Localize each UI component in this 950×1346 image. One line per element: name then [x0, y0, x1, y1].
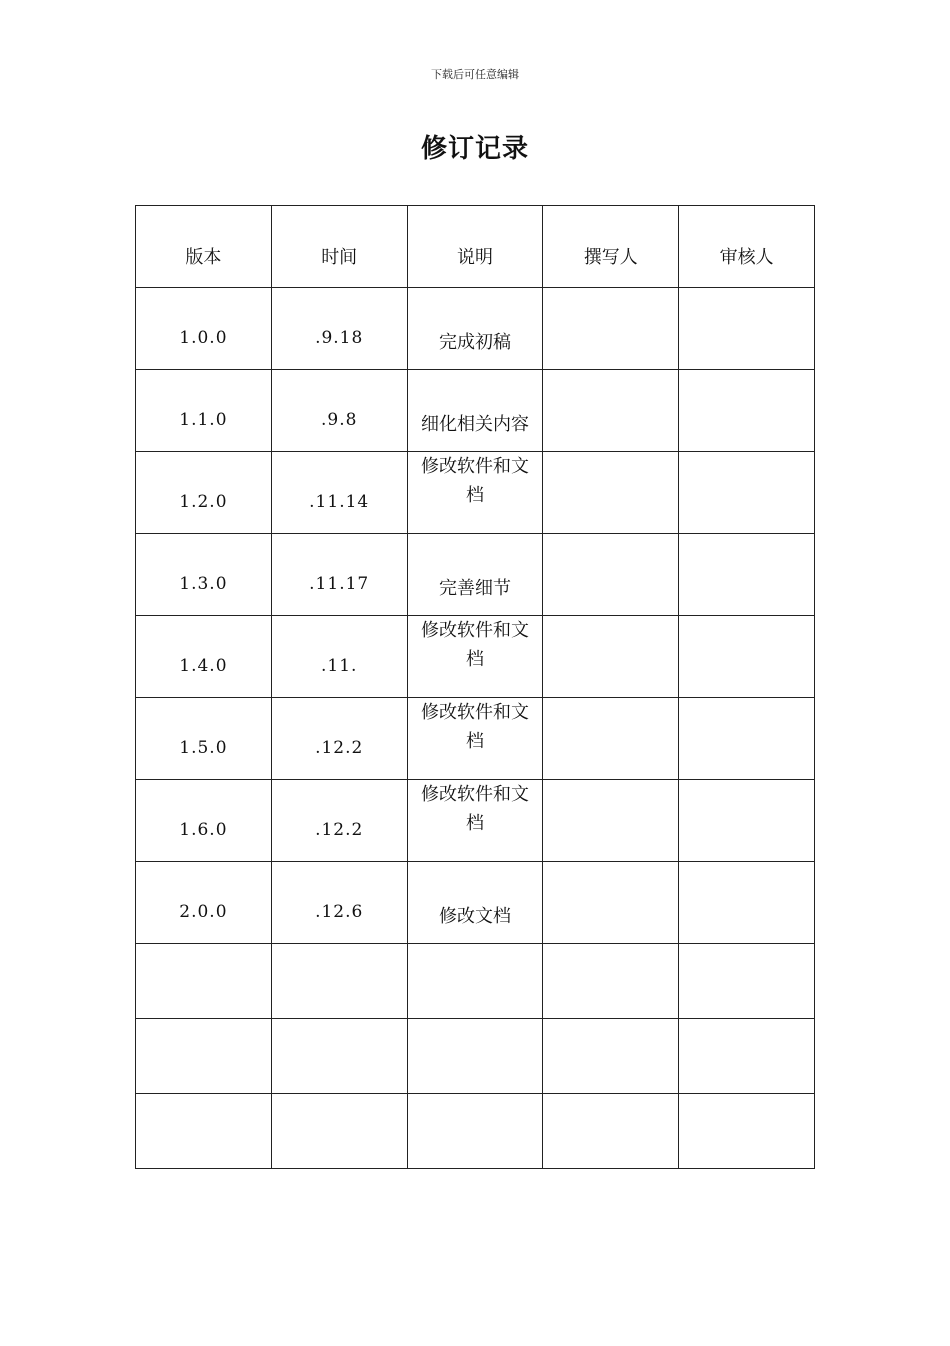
description-value: 修改文档 [438, 906, 511, 927]
empty-cell [271, 1019, 407, 1094]
header-description: 说明 [407, 206, 543, 288]
table-row-empty [136, 1019, 815, 1094]
table-row [136, 534, 815, 616]
empty-cell [136, 1094, 272, 1169]
empty-cell [679, 1094, 815, 1169]
empty-cell [543, 1094, 679, 1169]
reviewer-cell [679, 534, 815, 616]
date-value: .9.8 [320, 410, 358, 430]
version-cell [136, 452, 272, 534]
description-cell [407, 862, 543, 944]
empty-cell [543, 944, 679, 1019]
table-row [136, 698, 815, 780]
date-value: .11.14 [309, 492, 370, 512]
author-cell [543, 780, 679, 862]
version-value: 1.2.0 [179, 492, 228, 512]
description-cell [407, 370, 543, 452]
empty-cell [271, 944, 407, 1019]
version-value: 1.5.0 [179, 738, 228, 758]
version-cell [136, 370, 272, 452]
date-cell [271, 288, 407, 370]
table-row [136, 288, 815, 370]
date-cell [271, 452, 407, 534]
description-value: 细化相关内容 [420, 414, 529, 435]
empty-cell [136, 944, 272, 1019]
author-cell [543, 370, 679, 452]
description-cell [407, 534, 543, 616]
description-cell [407, 288, 543, 370]
version-value: 2.0.0 [179, 902, 228, 922]
date-cell [271, 616, 407, 698]
empty-cell [679, 944, 815, 1019]
empty-cell [679, 1019, 815, 1094]
table-row [136, 862, 815, 944]
empty-cell [271, 1094, 407, 1169]
reviewer-cell [679, 616, 815, 698]
header-date: 时间 [271, 206, 407, 288]
revision-table [135, 205, 815, 1169]
table-row [136, 452, 815, 534]
date-value: .12.2 [315, 820, 364, 840]
table-row-empty [136, 1094, 815, 1169]
table-row [136, 616, 815, 698]
empty-cell [407, 944, 543, 1019]
header-note: 下载后可任意编辑 [431, 68, 519, 81]
author-cell [543, 288, 679, 370]
description-cell [407, 616, 543, 698]
author-cell [543, 534, 679, 616]
reviewer-cell [679, 452, 815, 534]
version-value: 1.3.0 [179, 574, 228, 594]
author-cell [543, 616, 679, 698]
description-cell [407, 780, 543, 862]
table-row [136, 780, 815, 862]
date-cell [271, 780, 407, 862]
table-header-row [136, 206, 815, 288]
version-value: 1.4.0 [179, 656, 228, 676]
version-value: 1.6.0 [179, 820, 228, 840]
page-title: 修订记录 [420, 134, 529, 164]
description-value: 修改软件和文档 [420, 784, 529, 834]
date-value: .11.17 [309, 574, 370, 594]
date-cell [271, 534, 407, 616]
version-cell [136, 780, 272, 862]
empty-cell [407, 1019, 543, 1094]
empty-cell [407, 1094, 543, 1169]
version-cell [136, 698, 272, 780]
author-cell [543, 698, 679, 780]
description-value: 修改软件和文档 [420, 620, 529, 670]
reviewer-cell [679, 780, 815, 862]
header-version: 版本 [136, 206, 272, 288]
version-cell [136, 534, 272, 616]
empty-cell [136, 1019, 272, 1094]
version-cell [136, 616, 272, 698]
date-value: .12.6 [315, 902, 364, 922]
version-cell [136, 862, 272, 944]
description-cell [407, 698, 543, 780]
header-author: 撰写人 [543, 206, 679, 288]
reviewer-cell [679, 288, 815, 370]
table-row [136, 370, 815, 452]
version-cell [136, 288, 272, 370]
description-cell [407, 452, 543, 534]
date-cell [271, 862, 407, 944]
table-row-empty [136, 944, 815, 1019]
date-value: .11. [320, 656, 358, 676]
date-value: .12.2 [315, 738, 364, 758]
date-cell [271, 698, 407, 780]
author-cell [543, 862, 679, 944]
author-cell [543, 452, 679, 534]
version-value: 1.1.0 [179, 410, 228, 430]
date-cell [271, 370, 407, 452]
description-value: 修改软件和文档 [420, 456, 529, 506]
header-reviewer: 审核人 [679, 206, 815, 288]
reviewer-cell [679, 698, 815, 780]
reviewer-cell [679, 862, 815, 944]
version-value: 1.0.0 [179, 328, 228, 348]
empty-cell [543, 1019, 679, 1094]
description-value: 修改软件和文档 [420, 702, 529, 752]
description-value: 完善细节 [438, 578, 511, 599]
reviewer-cell [679, 370, 815, 452]
date-value: .9.18 [315, 328, 364, 348]
description-value: 完成初稿 [438, 332, 511, 353]
